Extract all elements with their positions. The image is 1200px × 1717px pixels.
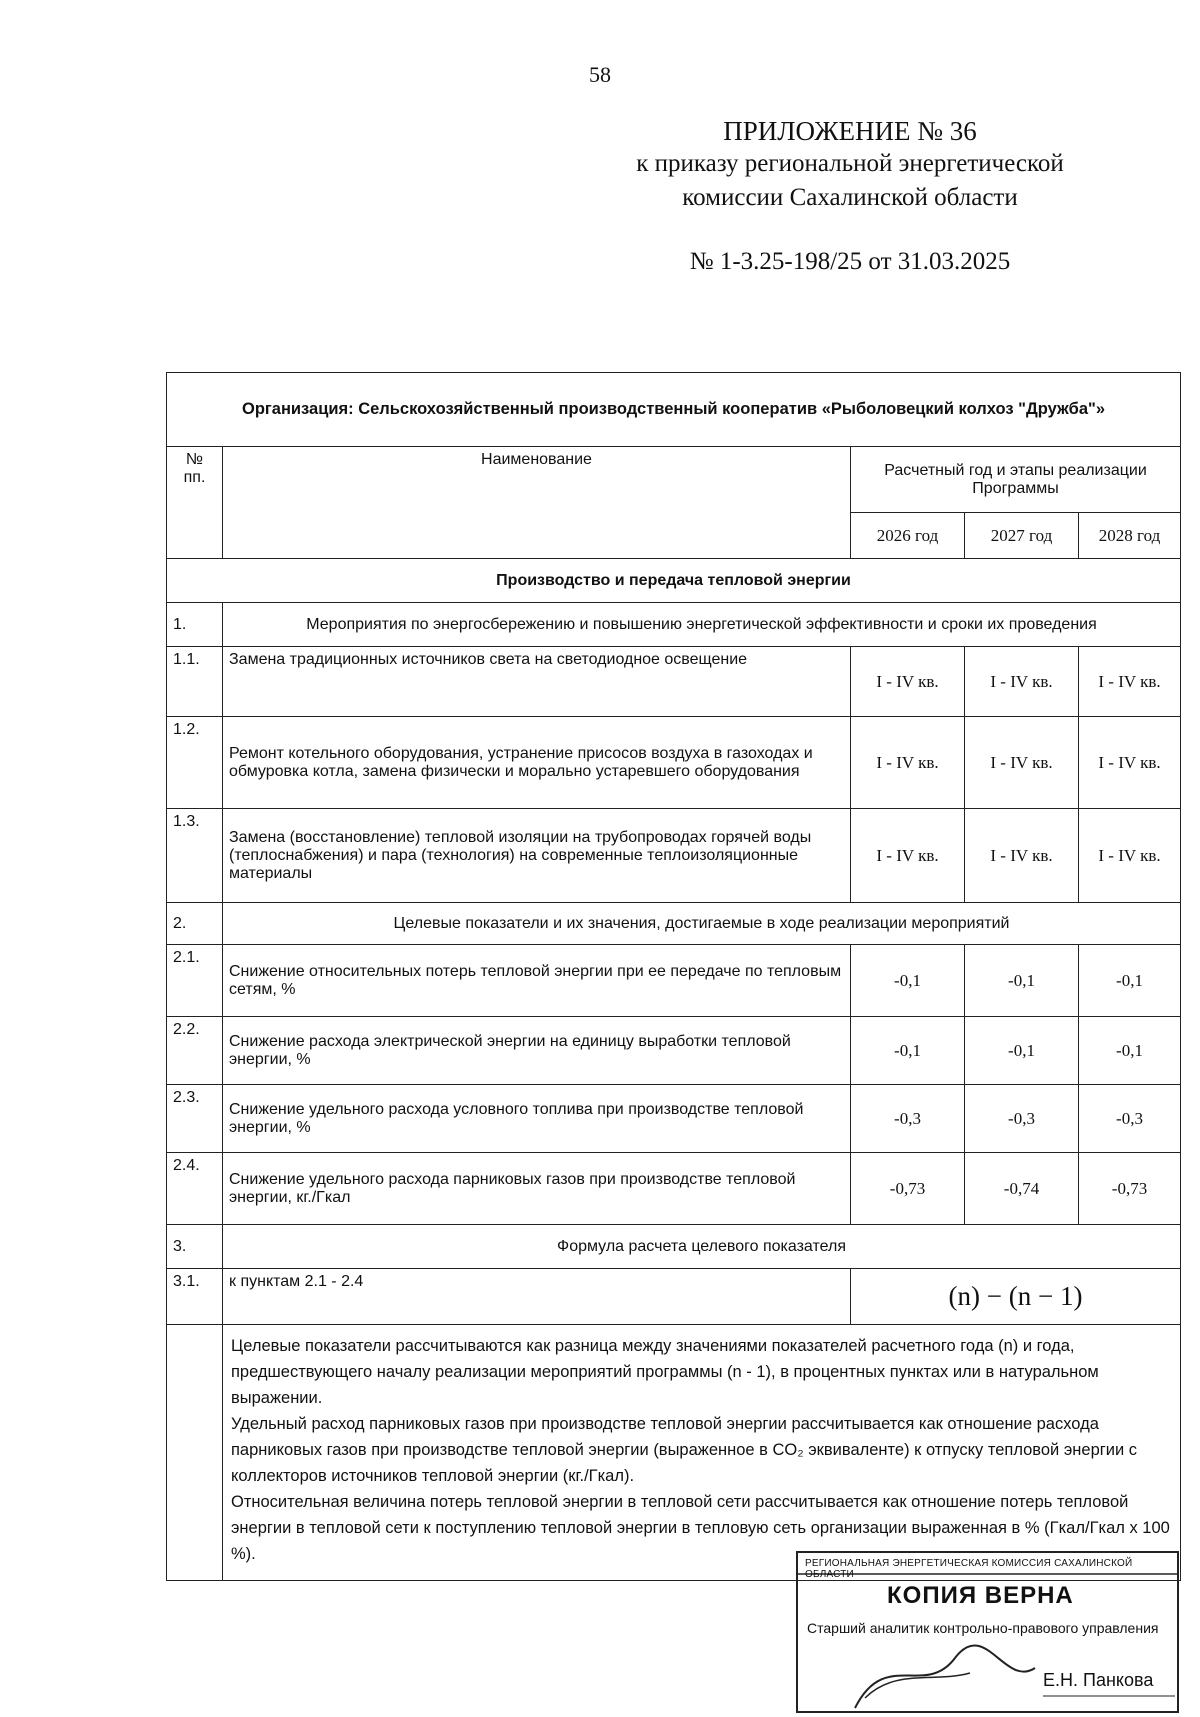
row-value: -0,74 (965, 1153, 1079, 1225)
stamp-signer: Е.Н. Панкова (1043, 1670, 1154, 1690)
appendix-line: к приказу региональной энергетической (636, 150, 1064, 177)
row-num: 2.1. (167, 945, 223, 1017)
note-cell (223, 1325, 1181, 1581)
note-paragraph: Удельный расход парниковых газов при производстве тепловой энергии рассчитывается как отношение расхода парниковых газов при производстве тепловой энергии (выраженное в CO₂ эквиваленте) к отпуску тепловой энергии с коллекторов источников тепловой энергии (кг./Гкал). (231, 1415, 1138, 1485)
header-num: № пп. (167, 447, 223, 559)
row-num: 2.3. (167, 1085, 223, 1153)
row-name: Снижение расхода электрической энергии на единицу выработки тепловой энергии, % (223, 1017, 851, 1085)
row-value: -0,1 (851, 1017, 965, 1085)
page-number: 58 (589, 62, 611, 87)
group-num: 3. (167, 1225, 223, 1269)
row-value: I - IV кв. (965, 809, 1079, 903)
row-name: Снижение удельного расхода условного топлива при производстве тепловой энергии, % (223, 1085, 851, 1153)
row-value: -0,3 (965, 1085, 1079, 1153)
year-header: 2026 год (851, 513, 965, 559)
group-num: 2. (167, 903, 223, 945)
note-num-cell (167, 1325, 223, 1581)
group-title: Формула расчета целевого показателя (223, 1225, 1181, 1269)
formula-cell: (n) − (n − 1) (851, 1269, 1181, 1325)
year-header: 2027 год (965, 513, 1079, 559)
group-num: 1. (167, 603, 223, 647)
organization-cell: Организация: Сельскохозяйственный производственный кооператив «Рыболовецкий колхоз "Дружба"» (167, 373, 1181, 447)
row-value: I - IV кв. (965, 717, 1079, 809)
row-value: -0,1 (1079, 1017, 1181, 1085)
note-paragraph: Относительная величина потерь тепловой энергии в тепловой сети рассчитывается как отношение потерь тепловой энергии в тепловой сети к поступлению тепловой энергии в тепловую сеть организации выраженная в % (Гкал/Гкал х 100 %). (231, 1493, 1170, 1563)
row-value: I - IV кв. (1079, 717, 1181, 809)
year-header: 2028 год (1079, 513, 1181, 559)
appendix-line: комиссии Сахалинской области (682, 184, 1018, 211)
row-value: -0,3 (1079, 1085, 1181, 1153)
row-value: I - IV кв. (851, 809, 965, 903)
row-value: -0,1 (965, 945, 1079, 1017)
stamp-position: Старший аналитик контрольно-правового управления (807, 1620, 1159, 1636)
appendix-title: ПРИЛОЖЕНИЕ № 36 (723, 116, 977, 146)
program-table (166, 372, 1181, 1581)
row-value: -0,73 (851, 1153, 965, 1225)
row-num: 1.3. (167, 809, 223, 903)
section-title: Производство и передача тепловой энергии (167, 559, 1181, 603)
stamp-title: КОПИЯ ВЕРНА (887, 1582, 1074, 1609)
row-value: -0,1 (965, 1017, 1079, 1085)
group-title: Мероприятия по энергосбережению и повышению энергетической эффективности и сроки их проведения (223, 603, 1181, 647)
row-value: -0,1 (851, 945, 965, 1017)
row-value: I - IV кв. (851, 647, 965, 717)
row-value: I - IV кв. (1079, 809, 1181, 903)
group-title: Целевые показатели и их значения, достигаемые в ходе реализации мероприятий (223, 903, 1181, 945)
note-paragraph: Целевые показатели рассчитываются как разница между значениями показателей расчетного года (n) и года, предшествующего началу реализации мероприятий программы (n - 1), в процентных пунктах или в натуральном выражении. (231, 1337, 1099, 1407)
header-period: Расчетный год и этапы реализации Программы (851, 447, 1181, 513)
row-num: 2.4. (167, 1153, 223, 1225)
row-name: Замена (восстановление) тепловой изоляции на трубопроводах горячей воды (теплоснабжения) и пара (технология) на современные теплоизоляционные материалы (223, 809, 851, 903)
row-value: I - IV кв. (965, 647, 1079, 717)
header-name: Наименование (223, 447, 851, 559)
row-name: Снижение удельного расхода парниковых газов при производстве тепловой энергии, кг./Гкал (223, 1153, 851, 1225)
row-name: Ремонт котельного оборудования, устранение присосов воздуха в газоходах и обмуровка котла, замена физически и морально устаревшего оборудования (223, 717, 851, 809)
row-value: -0,73 (1079, 1153, 1181, 1225)
row-num: 1.2. (167, 717, 223, 809)
row-num: 2.2. (167, 1017, 223, 1085)
row-name: Снижение относительных потерь тепловой энергии при ее передаче по тепловым сетям, % (223, 945, 851, 1017)
row-value: I - IV кв. (851, 717, 965, 809)
row-num: 1.1. (167, 647, 223, 717)
row-value: -0,1 (1079, 945, 1181, 1017)
row-value: I - IV кв. (1079, 647, 1181, 717)
row-name: Замена традиционных источников света на светодиодное освещение (223, 647, 851, 717)
row-num: 3.1. (167, 1269, 223, 1325)
row-value: -0,3 (851, 1085, 965, 1153)
stamp-org: РЕГИОНАЛЬНАЯ ЭНЕРГЕТИЧЕСКАЯ КОМИССИЯ САХАЛИНСКОЙ ОБЛАСТИ (805, 1558, 1133, 1580)
row-name: к пунктам 2.1 - 2.4 (223, 1269, 851, 1325)
certification-stamp (795, 1548, 1180, 1716)
order-number: № 1-3.25-198/25 от 31.03.2025 (689, 248, 1011, 275)
